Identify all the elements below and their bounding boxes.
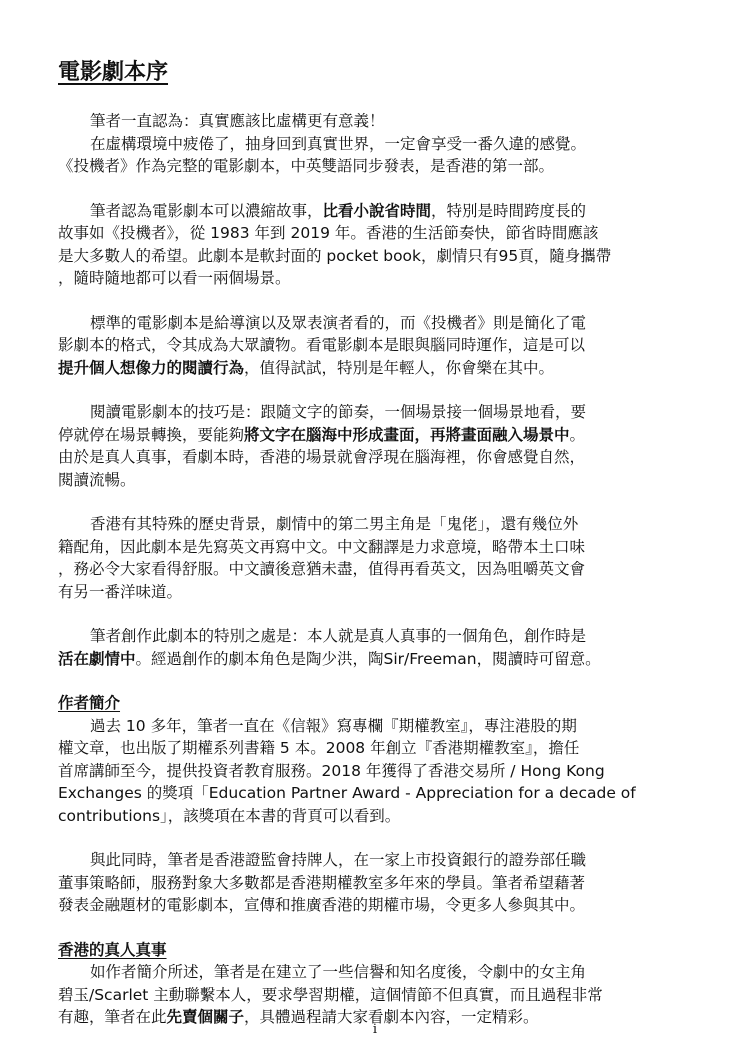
paragraph-6 [58, 625, 690, 670]
page-number: i [372, 1022, 378, 1037]
paragraph-line: 是大多數人的希望。此劇本是軟封面的 pocket book，劇情只有95頁，隨身攜帶 [58, 246, 612, 265]
document-page [58, 58, 690, 1029]
paragraph-line: 在虛構環境中疲倦了，抽身回到真實世界，一定會享受一番久違的感覺。 [90, 134, 587, 153]
bold-text: 將文字在腦海中形成畫面，再將畫面融入場景中 [244, 425, 570, 444]
bold-text: 提升個人想像力的閱讀行為 [58, 358, 245, 377]
paragraph-line: 閱讀電影劇本的技巧是：跟隨文字的節奏，一個場景接一個場景地看，要 [90, 403, 587, 421]
paragraph-line: ，務必令大家看得舒服。中文讀後意猶未盡，值得再看英文，因為咀嚼英文會 [58, 560, 586, 578]
text-run: 停就停在場景轉換，要能夠 [58, 425, 245, 444]
paragraph-4 [58, 401, 690, 491]
paragraph-line: 董事策略師，服務對象大多數都是香港期權教室多年來的學員。筆者希望藉著 [58, 873, 586, 892]
paragraph-line: 筆者一直認為：真實應該比虛構更有意義！ [90, 112, 385, 130]
paragraph-8 [58, 849, 690, 917]
paragraph-line: Exchanges 的獎項「Education Partner Award - Appreciation for a decade of [58, 784, 636, 802]
text-run: 有趣，筆者在此 [58, 1008, 167, 1026]
paragraph-line [58, 357, 690, 380]
page-title: 電影劇本序 [58, 60, 169, 85]
paragraph-9 [58, 961, 690, 1029]
paragraph-line: 如作者簡介所述，筆者是在建立了一些信譽和知名度後，令劇中的女主角 [90, 963, 587, 981]
paragraph-line [58, 200, 690, 223]
paragraph-3 [58, 312, 690, 380]
paragraph-line: 由於是真人真事，看劇本時，香港的場景就會浮現在腦海裡，你會感覺自然， [58, 448, 586, 466]
section-heading-true-story: 香港的真人真事 [58, 940, 167, 959]
paragraph-line: 標準的電影劇本是給導演以及眾表演者看的，而《投機者》則是簡化了電 [90, 313, 587, 332]
paragraph-line [58, 648, 690, 671]
paragraph-line: 發表金融題材的電影劇本，宣傳和推廣香港的期權市場，令更多人參與其中。 [58, 896, 586, 914]
paragraph-line: 閱讀流暢。 [58, 470, 136, 489]
paragraph-5 [58, 513, 690, 603]
paragraph-line: 有另一番洋味道。 [58, 582, 183, 601]
text-run: ，值得試試，特別是年輕人，你會樂在其中。 [244, 358, 555, 377]
paragraph-1 [58, 110, 690, 178]
paragraph-line: 筆者創作此劇本的特別之處是：本人就是真人真事的一個角色，創作時是 [90, 627, 587, 645]
section-heading-author: 作者簡介 [58, 694, 121, 712]
paragraph-line: ，隨時隨地都可以看一兩個場景。 [58, 269, 291, 287]
bold-text: 活在劇情中 [58, 649, 136, 668]
text-run: 。經過創作的劇本角色是陶少洪，陶Sir/Freeman，閱讀時可留意。 [135, 649, 601, 668]
text-run: 筆者認為電影劇本可以濃縮故事， [90, 201, 323, 220]
paragraph-line: 影劇本的格式，令其成為大眾讀物。看電影劇本是眼與腦同時運作，這是可以 [58, 336, 586, 354]
bold-text: 比看小說省時間 [322, 201, 432, 220]
paragraph-7 [58, 715, 690, 828]
paragraph-line: 與此同時，筆者是香港證監會持牌人，在一家上市投資銀行的證券部任職 [90, 851, 587, 869]
text-run: ，特別是時間跨度長的 [431, 201, 587, 220]
paragraph-line: contributions」，該獎項在本書的背頁可以看到。 [58, 806, 401, 825]
paragraph-line: 香港有其特殊的歷史背景，劇情中的第二男主角是「鬼佬」，還有幾位外 [90, 515, 579, 533]
paragraph-2 [58, 200, 690, 290]
paragraph-line: 過去 10 多年，筆者一直在《信報》寫專欄『期權教室』，專注港股的期 [90, 716, 577, 735]
paragraph-line: 碧玉/Scarlet 主動聯繫本人，要求學習期權，這個情節不但真實，而且過程非常 [58, 985, 603, 1004]
paragraph-line: 故事如《投機者》，從 1983 年到 2019 年。香港的生活節奏快，節省時間應該 [58, 224, 599, 242]
text-run: ，具體過程請大家看劇本內容，一定精彩。 [244, 1008, 539, 1026]
paragraph-line: 權文章，也出版了期權系列書籍 5 本。2008 年創立『香港期權教室』，擔任 [58, 739, 580, 757]
text-run: 。 [569, 425, 586, 444]
paragraph-line: 《投機者》作為完整的電影劇本，中英雙語同步發表，是香港的第一部。 [58, 157, 555, 175]
paragraph-line [58, 424, 690, 447]
paragraph-line: 首席講師至今，提供投資者教育服務。2018 年獲得了香港交易所 / Hong Kong [58, 761, 605, 780]
bold-text: 先賣個關子 [166, 1008, 245, 1026]
paragraph-line: 籍配角，因此劇本是先寫英文再寫中文。中文翻譯是力求意境，略帶本土口味 [58, 537, 586, 556]
